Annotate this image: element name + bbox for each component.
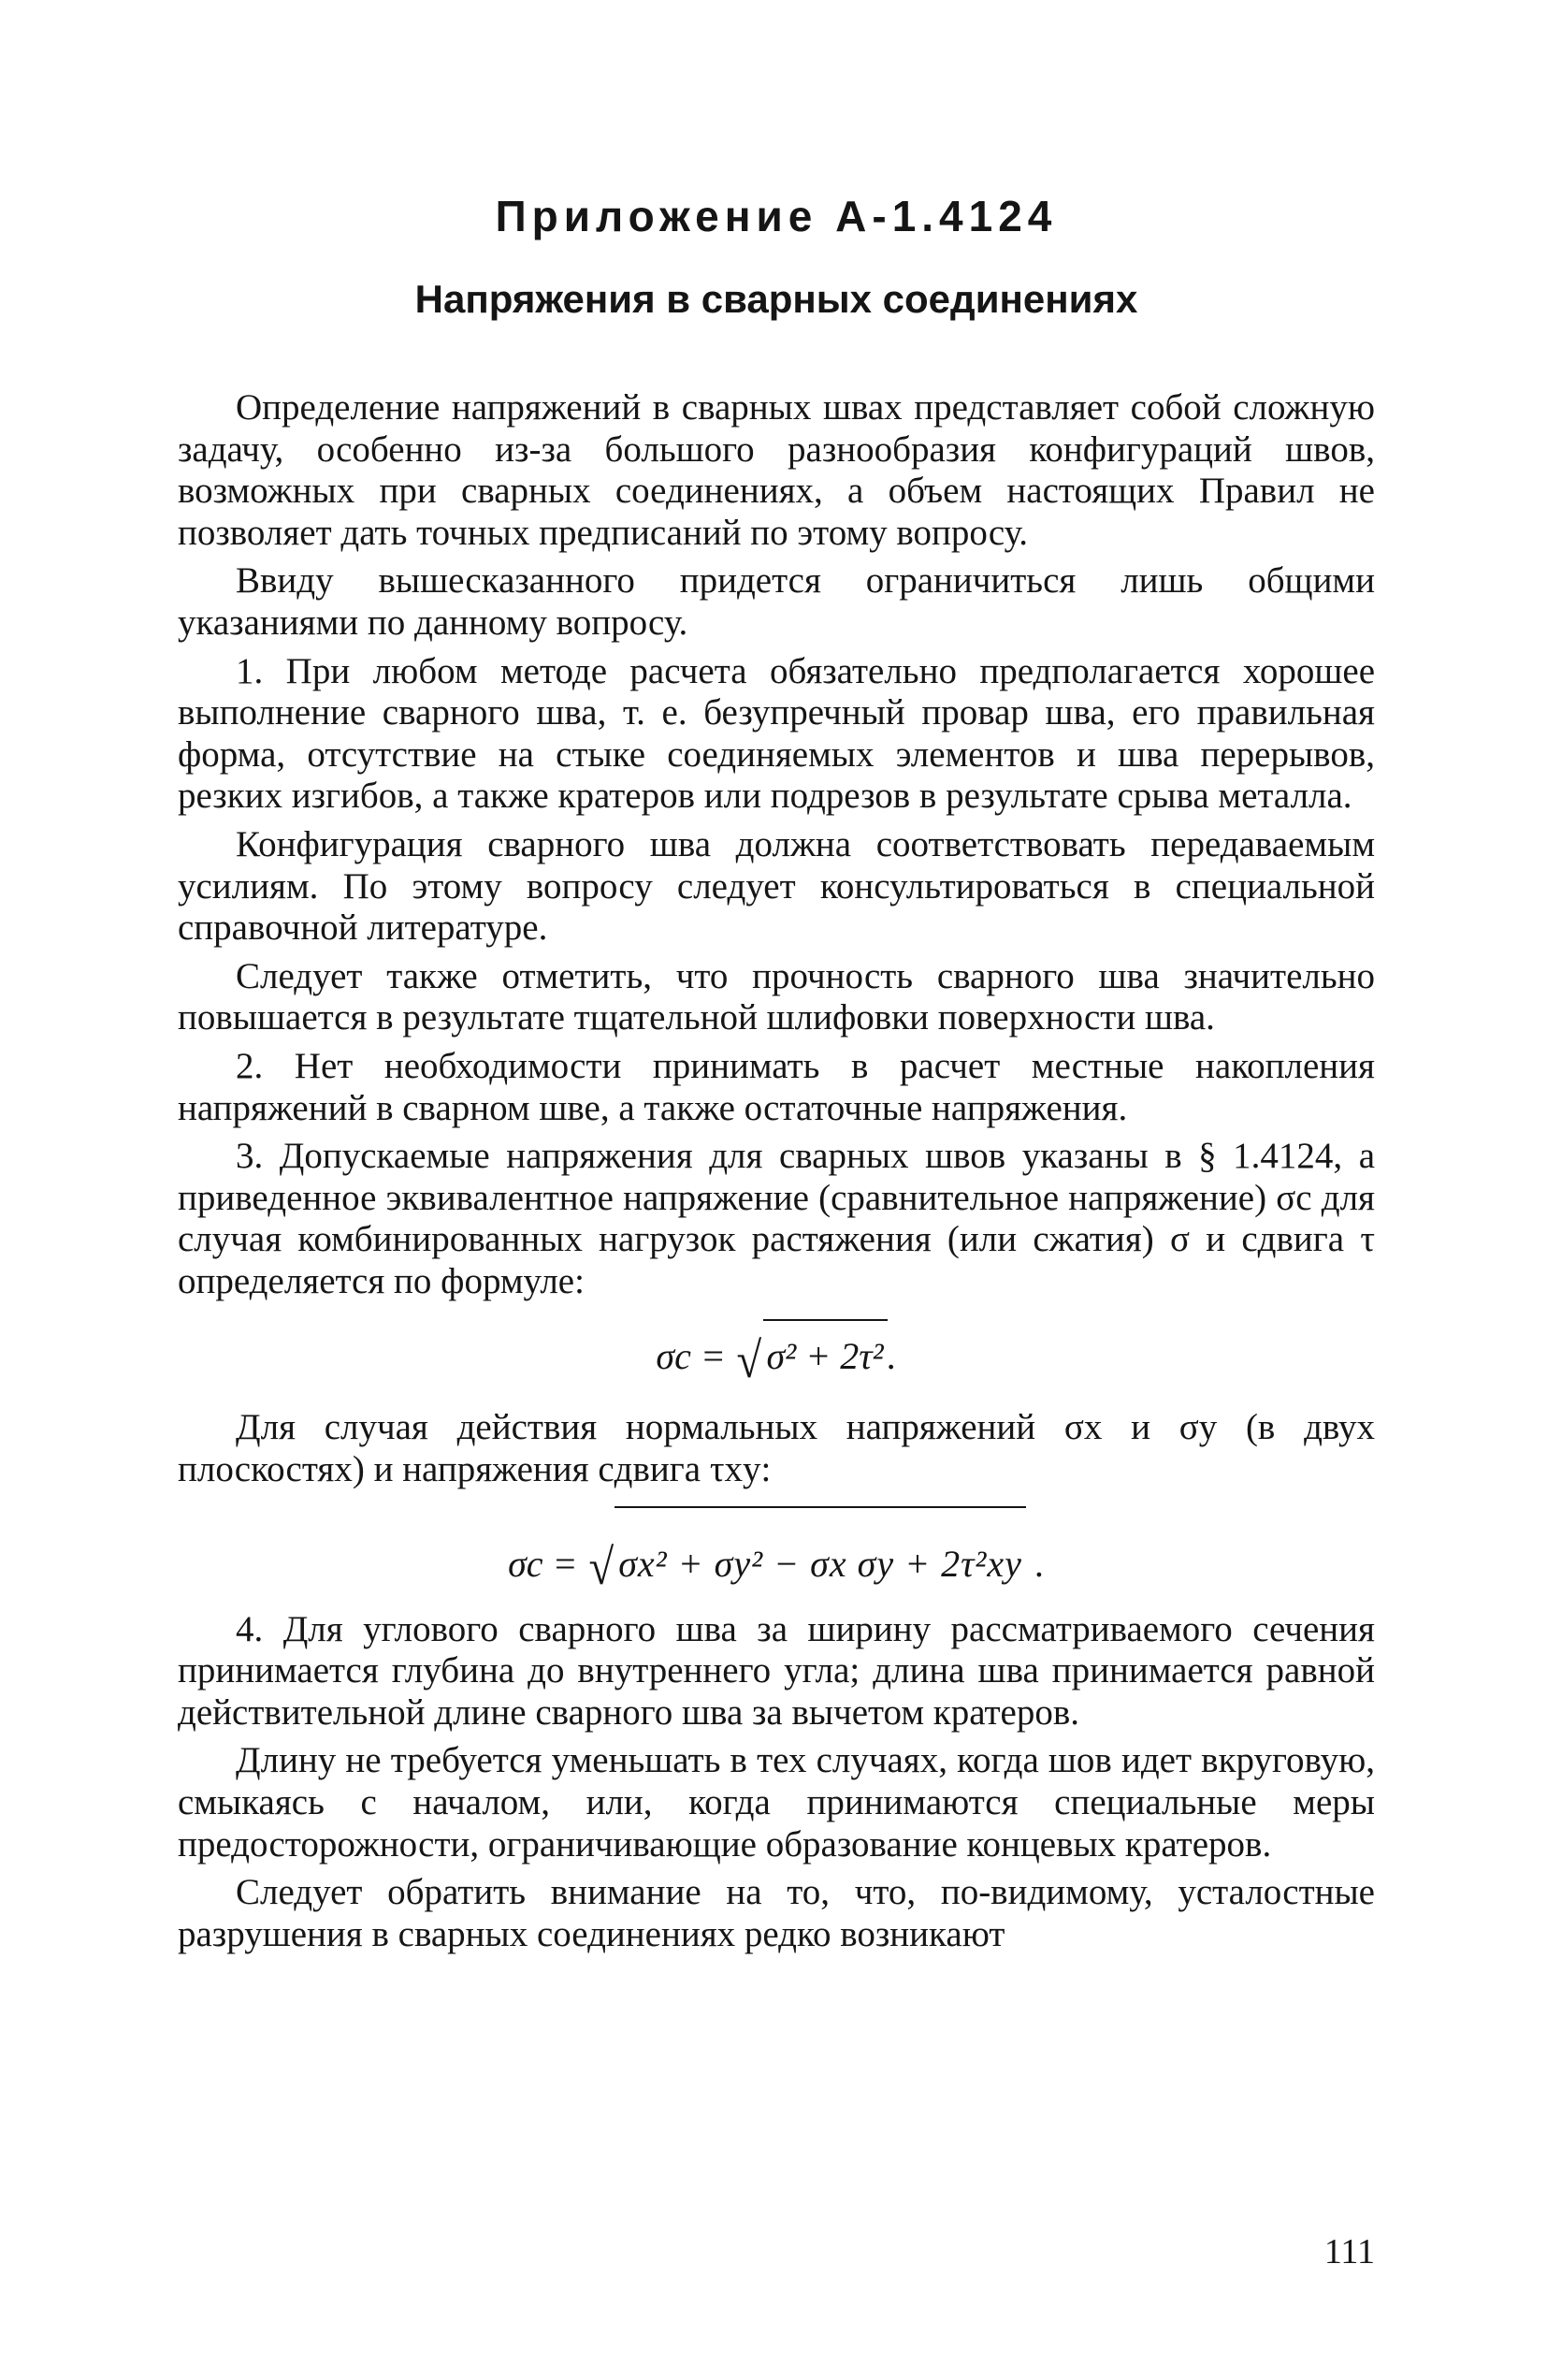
paragraph-5: Следует также отметить, что прочность сварного шва значительно повышается в результате тщательной шлифовки поверхности шва. [178, 955, 1375, 1038]
document-page [178, 159, 1375, 2271]
formula-2-radicand: σx² + σy² − σx σy + 2τ²xy [614, 1506, 1026, 1607]
body-text [178, 387, 1375, 1955]
formula-1-radicand: σ² + 2τ² [763, 1319, 888, 1390]
section-title: Напряжения в сварных соединениях [414, 277, 1138, 321]
paragraph-7: 3. Допускаемые напряжения для сварных швов указаны в § 1.4124, а приведенное эквивалентное напряжение (сравнительное напряжение) σc для случая комбинированных нагрузок растяжения (или сжатия) σ и сдвига τ определяется по формуле: [178, 1136, 1375, 1301]
page-number: 111 [1323, 2232, 1375, 2271]
paragraph-2: Ввиду вышесказанного придется ограничиться лишь общими указаниями по данному вопросу. [178, 560, 1375, 643]
paragraph-8: Для случая действия нормальных напряжений σx и σy (в двух плоскостях) и напряжения сдвига τxy: [178, 1407, 1375, 1490]
formula-1-lhs: σc = [656, 1335, 726, 1378]
appendix-title: Приложение А-1.4124 [495, 192, 1058, 240]
formula-1-tail: . [887, 1335, 897, 1378]
paragraph-9: 4. Для углового сварного шва за ширину рассматриваемого сечения принимается глубина до внутреннего угла; длина шва принимается равной действительной длине сварного шва за вычетом кратеров. [178, 1608, 1375, 1733]
paragraph-11: Следует обратить внимание на то, что, по-видимому, усталостные разрушения в сварных соединениях редко возникают [178, 1872, 1375, 1954]
paragraph-4: Конфигурация сварного шва должна соответствовать передаваемым усилиям. По этому вопросу следует консультироваться в специальной справочной литературе. [178, 823, 1375, 949]
formula-equivalent-stress [178, 1319, 1375, 1389]
paragraph-3: 1. При любом методе расчета обязательно предполагается хорошее выполнение сварного шва, т. е. безупречный провар шва, его правильная форма, отсутствие на стыке соединяемых элементов и шва перерывов, резких изгибов, а также кратеров или подрезов в результате срыва металла. [178, 650, 1375, 817]
paragraph-10: Длину не требуется уменьшать в тех случаях, когда шов идет вкруговую, смыкаясь с началом, или, когда принимаются специальные меры предосторожности, ограничивающие образование концевых кратеров. [178, 1740, 1375, 1865]
formula-2-tail: . [1034, 1542, 1045, 1585]
sqrt-icon: √ [736, 1332, 762, 1389]
paragraph-6: 2. Нет необходимости принимать в расчет местные накопления напряжений в сварном шве, а также остаточные напряжения. [178, 1045, 1375, 1128]
sqrt-icon: √ [588, 1539, 614, 1596]
paragraph-1: Определение напряжений в сварных швах представляет собой сложную задачу, особенно из-за большого разнообразия конфигураций швов, возможных при сварных соединениях, а объем настоящих Правил не позволяет дать точных предписаний по этому вопросу. [178, 387, 1375, 553]
formula-2-lhs: σc = [508, 1542, 578, 1585]
formula-plane-stress [178, 1506, 1375, 1596]
